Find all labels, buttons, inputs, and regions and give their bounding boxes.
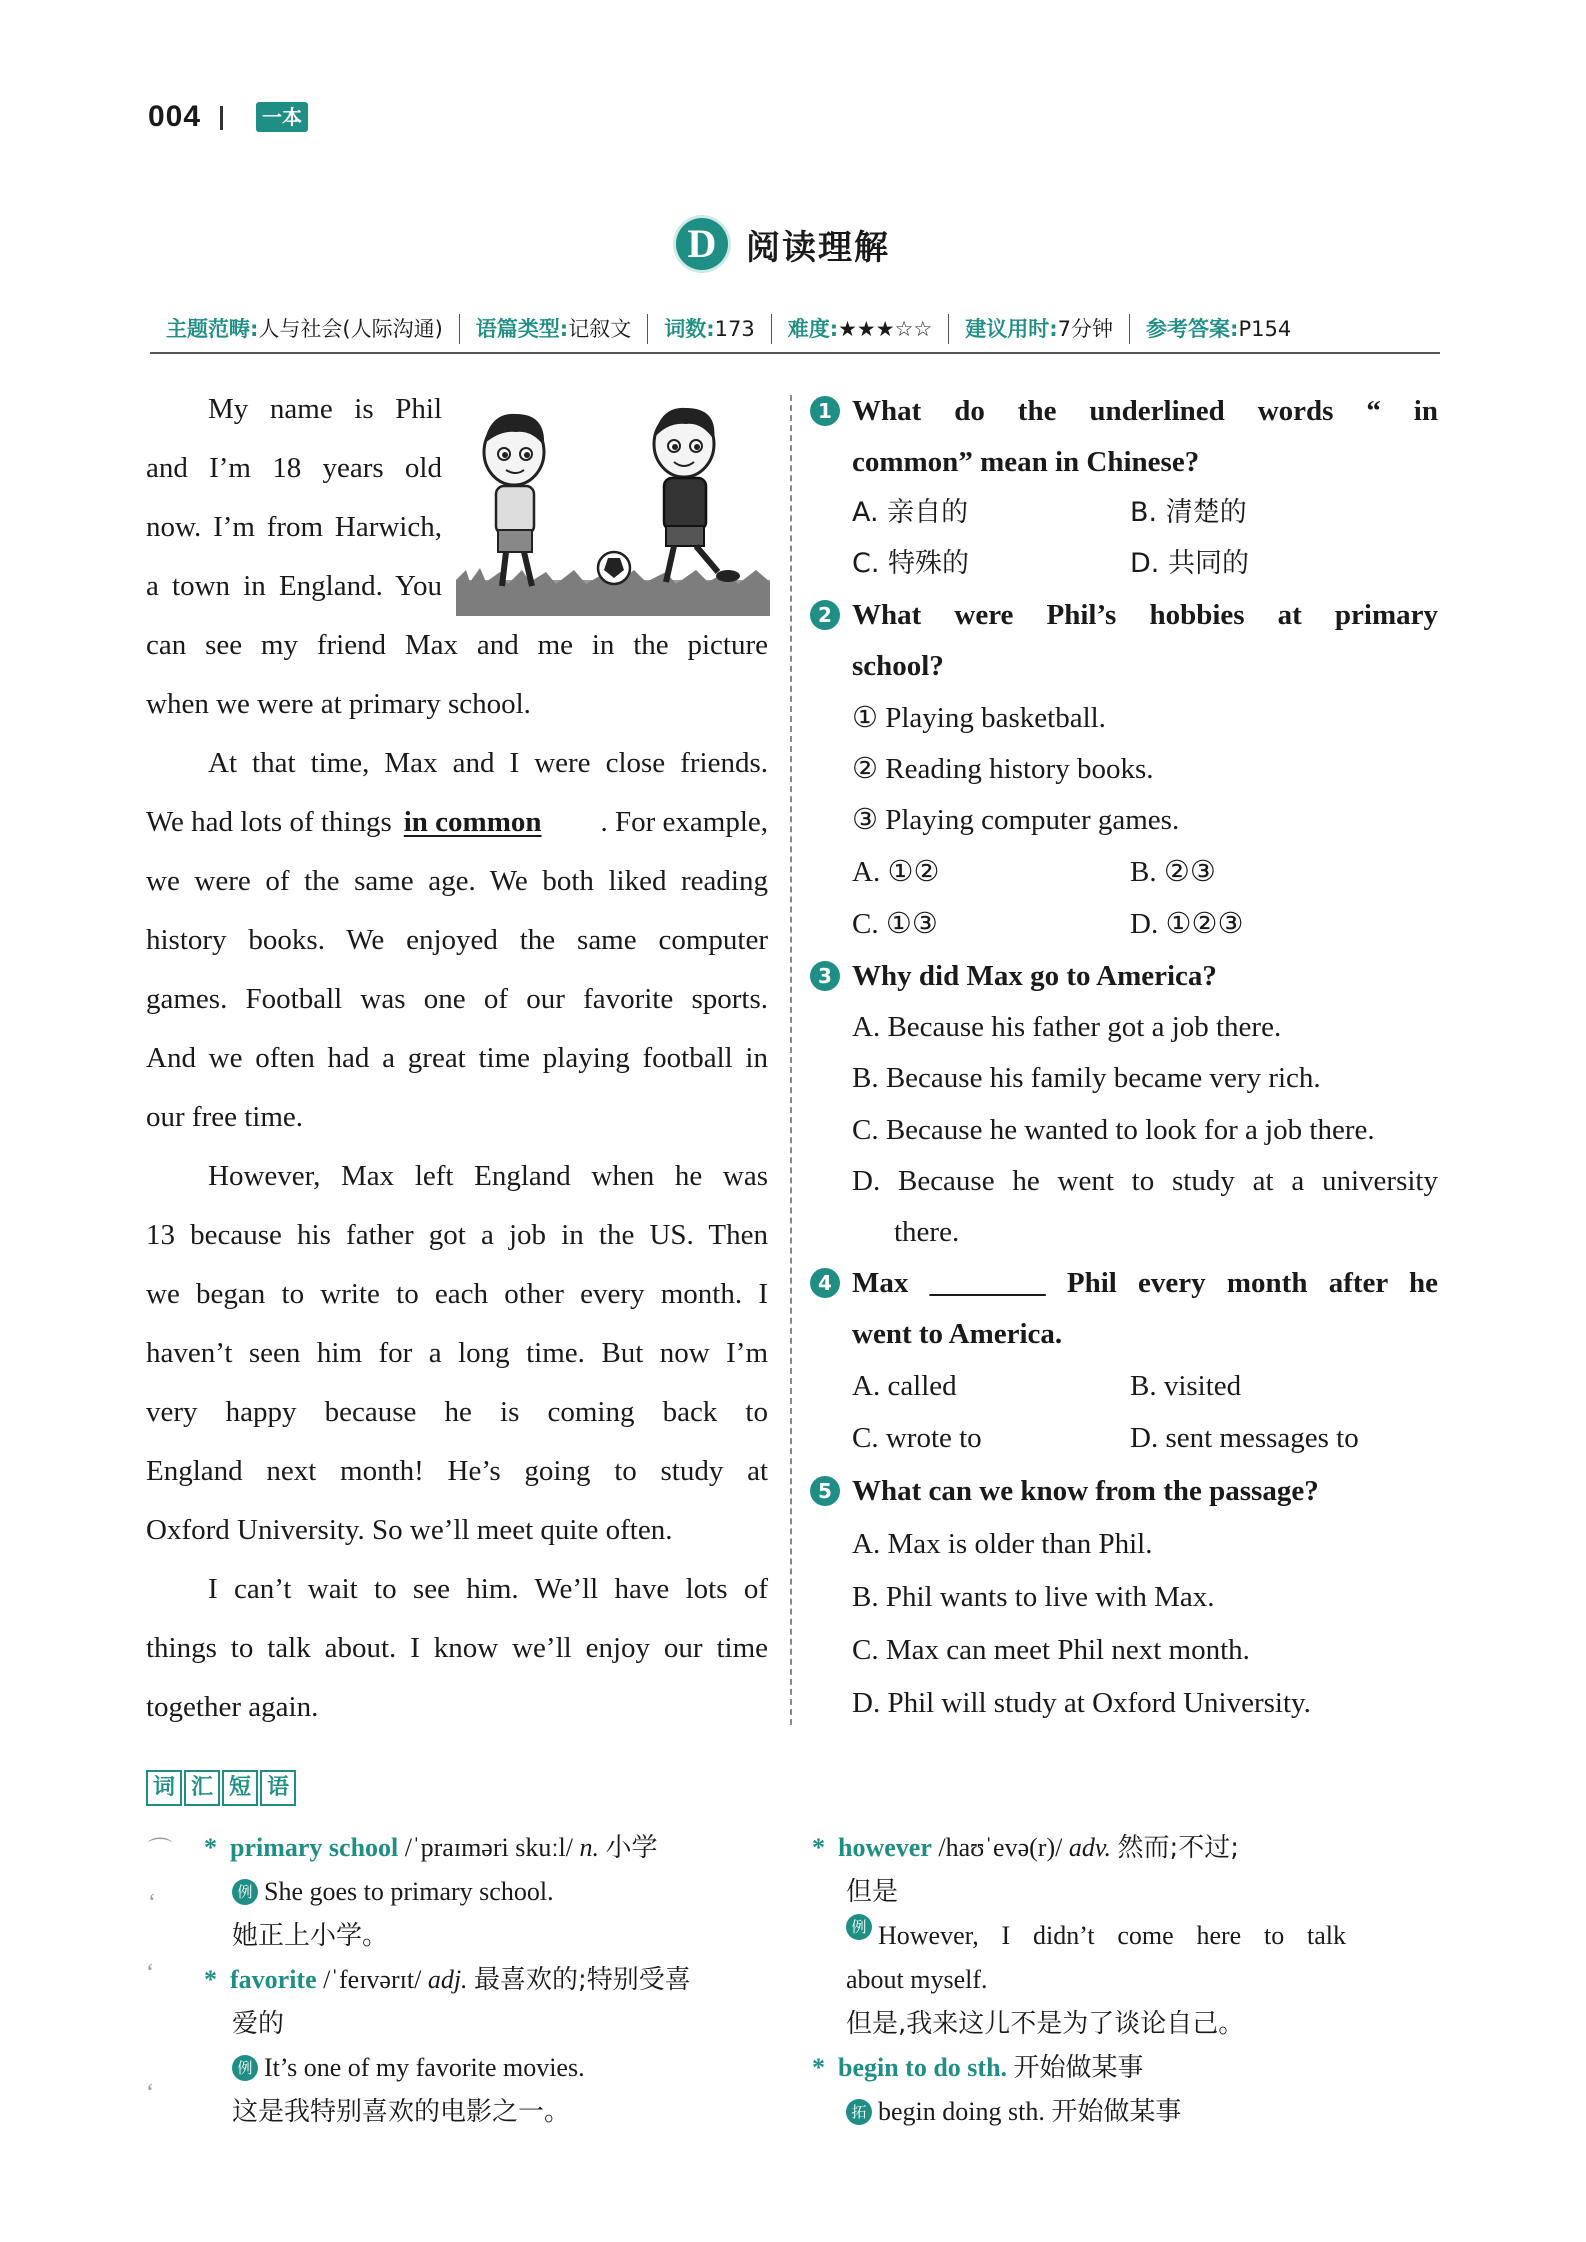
question-2-text: school? (852, 650, 944, 682)
q5-option-a[interactable]: A. Max is older than Phil. (852, 1528, 1153, 1560)
brand-logo: 一本 (256, 102, 308, 132)
passage-line: things to talk about. I know we’ll enjoy our time (146, 1632, 768, 1664)
question-1-text: What do the underlined words “ in (852, 395, 1438, 427)
vocab-entry-favorite: * favorite /ˈfeɪvərɪt/ adj. 最喜欢的;特别受喜 (204, 1965, 691, 1995)
info-topic: 主题范畴:人与社会(人际沟通) (150, 314, 460, 344)
q4-option-a[interactable]: A. called (852, 1370, 957, 1402)
question-1-text: common” mean in Chinese? (852, 446, 1200, 478)
vocab-entry-primary-school: * primary school /ˈpraɪməri skuːl/ n. 小学 (204, 1833, 658, 1863)
passage-line: we were of the same age. We both liked reading (146, 865, 768, 897)
passage-line: our free time. (146, 1101, 304, 1133)
passage-line: and I’m 18 years old (146, 452, 442, 484)
info-bar (150, 306, 1440, 354)
extension-icon: 拓 (846, 2099, 872, 2125)
vocab-extension: 拓 begin doing sth. 开始做某事 (846, 2090, 1181, 2134)
question-4-text: Max ________ Phil every month after he (852, 1267, 1438, 1299)
header-separator (220, 106, 223, 130)
section-title: 阅读理解 (746, 228, 890, 268)
q5-option-d[interactable]: D. Phil will study at Oxford University. (852, 1687, 1311, 1719)
passage-line: a town in England. You (146, 570, 442, 602)
boys-football-illustration (456, 400, 770, 616)
passage-line: when we were at primary school. (146, 688, 531, 720)
q4-option-c[interactable]: C. wrote to (852, 1422, 982, 1454)
example-icon: 例 (232, 1879, 258, 1905)
info-difficulty: 难度:★★★☆☆ (772, 314, 950, 344)
passage-line: We had lots of things in common . For example, (146, 793, 768, 852)
margin-mark: ʻ (146, 1960, 154, 1986)
passage-line: Oxford University. So we’ll meet quite often. (146, 1514, 673, 1546)
q1-option-a[interactable]: A. 亲自的 (852, 497, 969, 528)
vocab-definition-cont: 但是 (846, 1877, 899, 1907)
q2-option-c[interactable]: C. ①③ (852, 908, 938, 940)
q2-option-a[interactable]: A. ①② (852, 856, 940, 888)
info-answer-ref: 参考答案:P154 (1146, 317, 1292, 341)
section-letter-icon: D (676, 218, 728, 270)
vocab-definition-cont: 爱的 (232, 2009, 285, 2039)
vocab-example-translation: 但是,我来这儿不是为了谈论自己。 (846, 2009, 1245, 2039)
question-2-text: What were Phil’s hobbies at primary (852, 599, 1438, 631)
q5-option-b[interactable]: B. Phil wants to live with Max. (852, 1581, 1215, 1613)
q2-subitem: ③ Playing computer games. (852, 804, 1180, 836)
passage-line: history books. We enjoyed the same computer (146, 924, 768, 956)
margin-mark: ʻ (148, 1890, 156, 1916)
passage-line: My name is Phil (208, 393, 442, 425)
passage-line: However, Max left England when he was (208, 1160, 768, 1192)
question-5-text: What can we know from the passage? (852, 1475, 1319, 1507)
question-number-5: 5 (810, 1476, 840, 1506)
passage-line: now. I’m from Harwich, (146, 511, 442, 543)
passage-line: together again. (146, 1691, 319, 1723)
passage-line: 13 because his father got a job in the US. Then (146, 1219, 768, 1251)
example-icon: 例 (232, 2055, 258, 2081)
vocab-title-char: 词 (146, 1770, 182, 1806)
passage-line: England next month! He’s going to study at (146, 1455, 768, 1487)
vocab-example-translation: 这是我特别喜欢的电影之一。 (232, 2097, 571, 2127)
passage-line: At that time, Max and I were close friends. (208, 747, 768, 779)
vocab-title-char: 语 (260, 1770, 296, 1806)
info-genre: 语篇类型:记叙文 (460, 314, 648, 344)
q2-option-d[interactable]: D. ①②③ (1130, 908, 1244, 940)
q3-option-d-cont: there. (894, 1216, 960, 1248)
margin-mark: ⌒ (148, 1838, 172, 1864)
vocab-entry-begin-to-do: * begin to do sth. 开始做某事 (812, 2053, 1144, 2083)
info-word-count: 词数:173 (648, 314, 772, 344)
passage-line: can see my friend Max and me in the picture (146, 629, 768, 661)
q3-option-d[interactable]: D. Because he went to study at a university (852, 1165, 1438, 1197)
vocab-title-char: 短 (222, 1770, 258, 1806)
example-icon: 例 (846, 1914, 872, 1940)
vocab-example: 例 It’s one of my favorite movies. (232, 2046, 585, 2090)
vocab-title-char: 汇 (184, 1770, 220, 1806)
q2-subitem: ① Playing basketball. (852, 702, 1106, 734)
question-number-3: 3 (810, 961, 840, 991)
q3-option-c[interactable]: C. Because he wanted to look for a job there. (852, 1114, 1375, 1146)
vocab-section-title (146, 1770, 296, 1806)
q5-option-c[interactable]: C. Max can meet Phil next month. (852, 1634, 1250, 1666)
vocab-example: 例 She goes to primary school. (232, 1870, 554, 1914)
passage-line: games. Football was one of our favorite sports. (146, 983, 768, 1015)
vocab-example-translation: 她正上小学。 (232, 1921, 389, 1951)
question-4-text: went to America. (852, 1318, 1063, 1350)
passage-line: very happy because he is coming back to (146, 1396, 768, 1428)
q2-subitem: ② Reading history books. (852, 753, 1154, 785)
passage-line: we began to write to each other every month. I (146, 1278, 768, 1310)
q3-option-a[interactable]: A. Because his father got a job there. (852, 1011, 1282, 1043)
q2-option-b[interactable]: B. ②③ (1130, 856, 1216, 888)
underlined-phrase: in common (403, 806, 542, 838)
question-3-text: Why did Max go to America? (852, 960, 1217, 992)
margin-mark: ʻ (146, 2080, 154, 2106)
page-number: 004 (148, 100, 202, 133)
column-divider (790, 395, 792, 1725)
passage-line: haven’t seen him for a long time. But now I’m (146, 1337, 768, 1369)
q4-option-d[interactable]: D. sent messages to (1130, 1422, 1359, 1454)
vocab-entry-however: * however /haʊˈevə(r)/ adv. 然而;不过; (812, 1833, 1239, 1863)
q3-option-b[interactable]: B. Because his family became very rich. (852, 1062, 1321, 1094)
info-time: 建议用时:7分钟 (949, 314, 1130, 344)
passage-line: And we often had a great time playing football in (146, 1042, 768, 1074)
vocab-example-cont: about myself. (846, 1965, 988, 1994)
question-number-2: 2 (810, 600, 840, 630)
q4-option-b[interactable]: B. visited (1130, 1370, 1242, 1402)
question-number-4: 4 (810, 1268, 840, 1298)
passage-line: I can’t wait to see him. We’ll have lots of (208, 1573, 768, 1605)
q1-option-b[interactable]: B. 清楚的 (1130, 497, 1247, 528)
q1-option-d[interactable]: D. 共同的 (1130, 548, 1249, 579)
vocab-example: 例 However, I didn’t come here to talk (846, 1914, 1346, 1958)
question-number-1: 1 (810, 396, 840, 426)
q1-option-c[interactable]: C. 特殊的 (852, 548, 970, 579)
